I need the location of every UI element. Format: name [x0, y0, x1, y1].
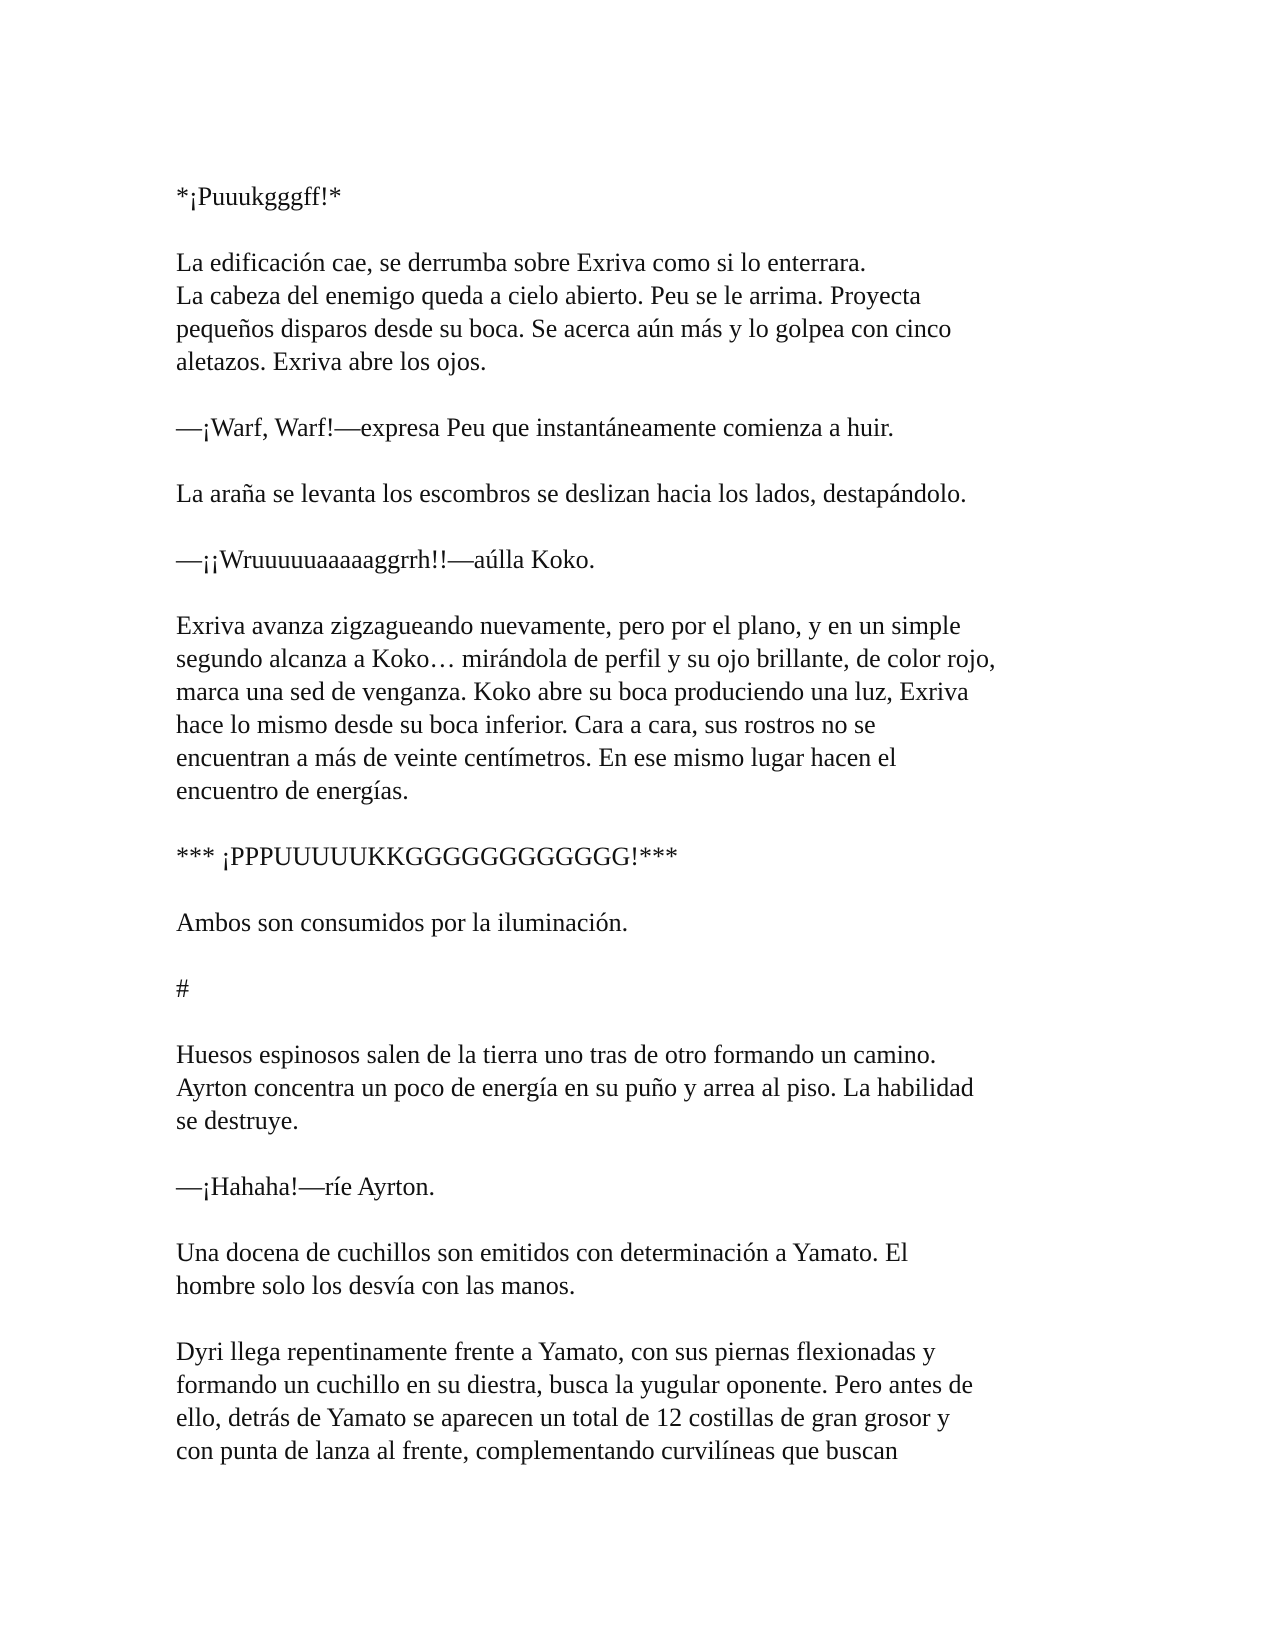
text-line: formando un cuchillo en su diestra, busca la yugular oponente. Pero antes de [176, 1370, 974, 1399]
text-line: Ayrton concentra un poco de energía en su puño y arrea al piso. La habilidad [176, 1073, 974, 1102]
text-line: —¡Warf, Warf!—expresa Peu que instantáneamente comienza a huir. [176, 413, 894, 442]
paragraph [176, 1170, 1116, 1203]
paragraph [176, 1236, 1116, 1302]
text-line: La edificación cae, se derrumba sobre Exriva como si lo enterrara. [176, 248, 867, 277]
text-line: con punta de lanza al frente, complementando curvilíneas que buscan [176, 1436, 898, 1465]
text-line: hombre solo los desvía con las manos. [176, 1271, 576, 1300]
paragraph [176, 1335, 1116, 1467]
paragraph [176, 180, 1116, 213]
paragraph [176, 1038, 1116, 1137]
text-line: Ambos son consumidos por la iluminación. [176, 908, 629, 937]
text-line: —¡¡Wruuuuuaaaaaggrrh!!—aúlla Koko. [176, 545, 596, 574]
text-line: Huesos espinosos salen de la tierra uno tras de otro formando un camino. [176, 1040, 937, 1069]
text-line: —¡Hahaha!—ríe Ayrton. [176, 1172, 435, 1201]
text-line: ello, detrás de Yamato se aparecen un total de 12 costillas de gran grosor y [176, 1403, 950, 1432]
paragraph [176, 411, 1116, 444]
text-line: pequeños disparos desde su boca. Se acerca aún más y lo golpea con cinco [176, 314, 952, 343]
document-body [176, 180, 1116, 1500]
text-line: Exriva avanza zigzagueando nuevamente, pero por el plano, y en un simple [176, 611, 961, 640]
text-line: La araña se levanta los escombros se deslizan hacia los lados, destapándolo. [176, 479, 967, 508]
text-line: segundo alcanza a Koko… mirándola de perfil y su ojo brillante, de color rojo, [176, 644, 996, 673]
paragraph [176, 543, 1116, 576]
text-line: hace lo mismo desde su boca inferior. Cara a cara, sus rostros no se [176, 710, 876, 739]
paragraph [176, 906, 1116, 939]
paragraph [176, 477, 1116, 510]
text-line: aletazos. Exriva abre los ojos. [176, 347, 487, 376]
text-line: *¡Puuukgggff!* [176, 182, 342, 211]
text-line: La cabeza del enemigo queda a cielo abierto. Peu se le arrima. Proyecta [176, 281, 921, 310]
paragraph [176, 972, 1116, 1005]
text-line: Una docena de cuchillos son emitidos con determinación a Yamato. El [176, 1238, 909, 1267]
text-line: # [176, 974, 189, 1003]
text-line: se destruye. [176, 1106, 299, 1135]
text-line: Dyri llega repentinamente frente a Yamato, con sus piernas flexionadas y [176, 1337, 936, 1366]
paragraph [176, 840, 1116, 873]
text-line: marca una sed de venganza. Koko abre su boca produciendo una luz, Exriva [176, 677, 969, 706]
text-line: *** ¡PPPUUUUUKKGGGGGGGGGGGG!*** [176, 842, 678, 871]
paragraph [176, 246, 1116, 378]
text-line: encuentran a más de veinte centímetros. En ese mismo lugar hacen el [176, 743, 897, 772]
paragraph [176, 609, 1116, 807]
text-line: encuentro de energías. [176, 776, 409, 805]
